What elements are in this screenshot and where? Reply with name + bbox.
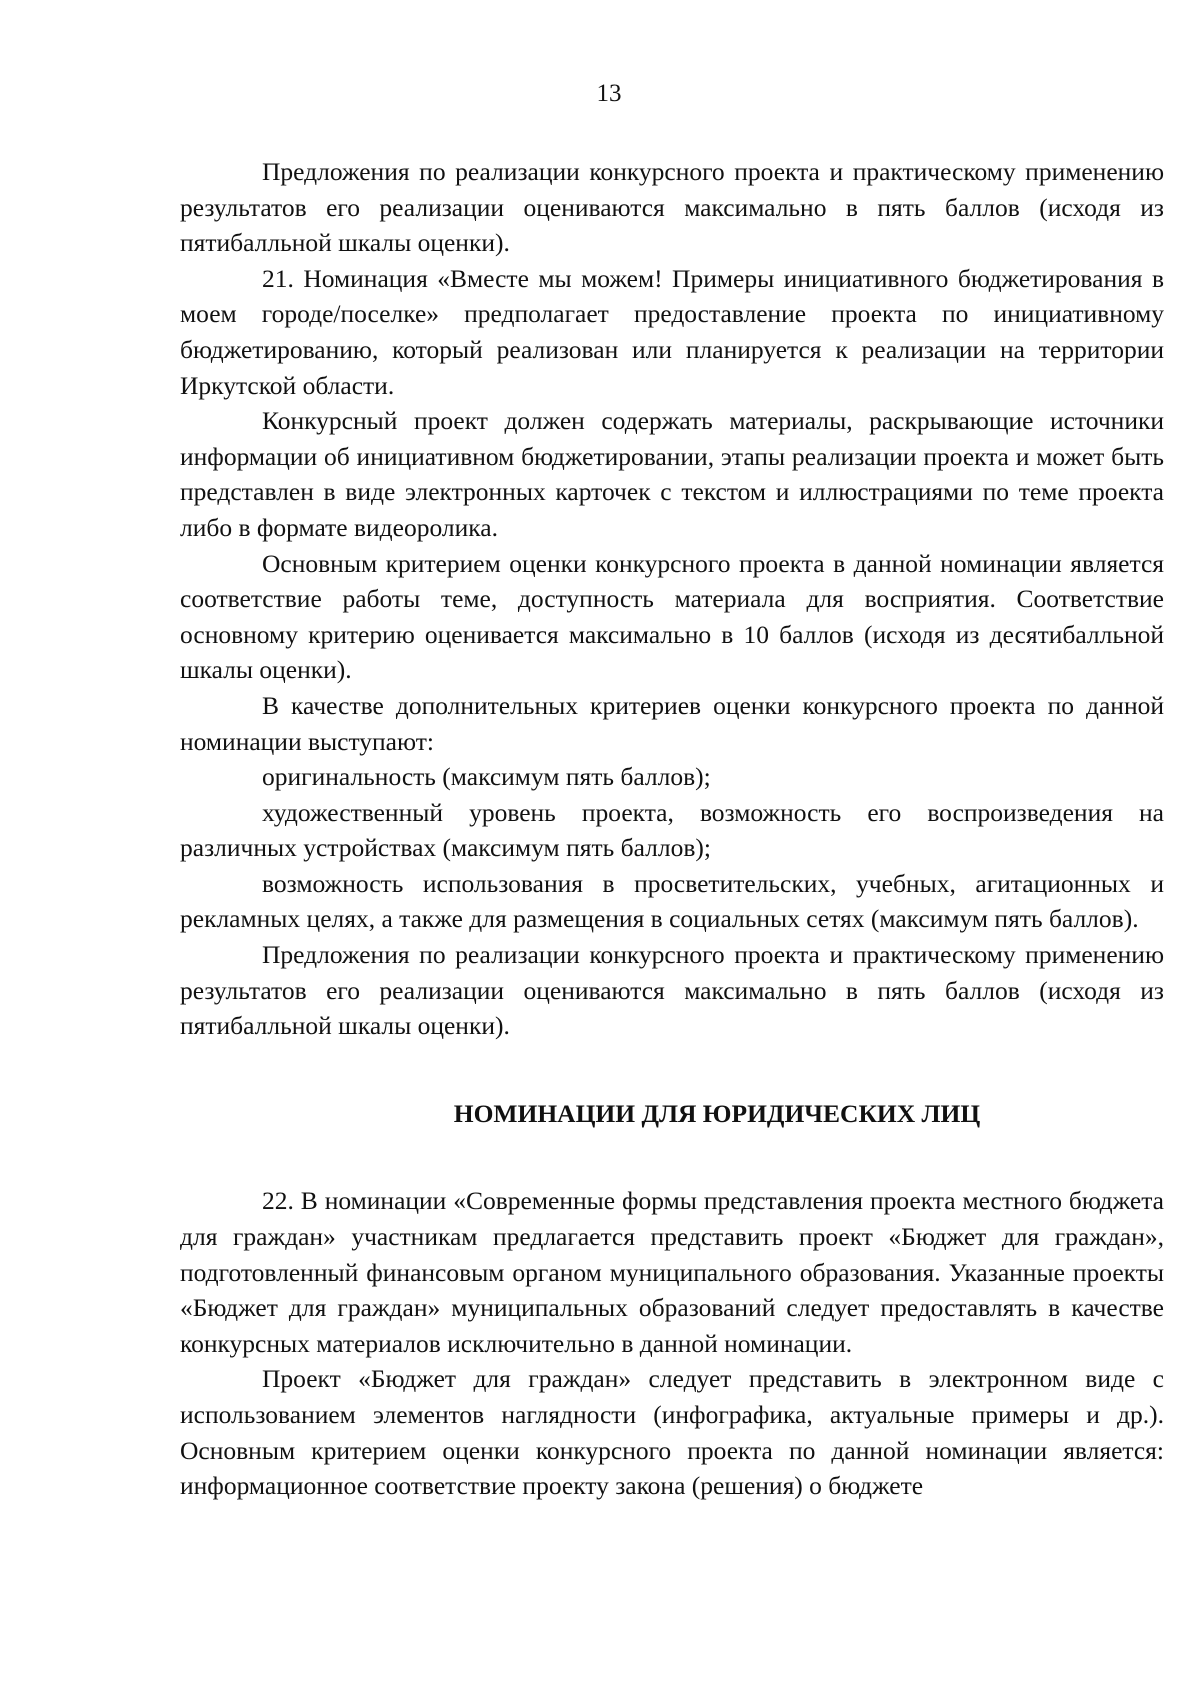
document-body — [180, 154, 1164, 1504]
paragraph-budget-for-citizens: Проект «Бюджет для граждан» следует представить в электронном виде с использованием элементов наглядности (инфографика, актуальные примеры и др.). Основным критерием оценки конкурсного проекта по данной номинации является: информационное соответствие проекту закона (решения) о бюджете — [180, 1364, 1164, 1501]
paragraph-item-21: 21. Номинация «Вместе мы можем! Примеры инициативного бюджетирования в моем городе/поселке» предполагает предоставление проекта по инициативному бюджетированию, который реализован или планируется к реализации на территории Иркутской области. — [180, 263, 1164, 400]
paragraph-proposals-1: Предложения по реализации конкурсного проекта и практическому применению результатов его реализации оцениваются максимально в пять баллов (исходя из пятибалльной шкалы оценки). — [180, 157, 1164, 258]
page-number: 13 — [596, 80, 622, 107]
paragraph-project-content: Конкурсный проект должен содержать материалы, раскрывающие источники информации об инициативном бюджетировании, этапы реализации проекта и может быть представлен в виде электронных карточек с текстом и иллюстрациями по теме проекта либо в формате видеоролика. — [180, 406, 1164, 542]
paragraph-item-22: 22. В номинации «Современные формы представления проекта местного бюджета для граждан» участникам предлагается представить проект «Бюджет для граждан», подготовленный финансовым органом муниципального образования. Указанные проекты «Бюджет для граждан» муниципальных образований следует предоставлять в качестве конкурсных материалов исключительно в данной номинации. — [180, 1186, 1164, 1358]
paragraph-additional-criteria: В качестве дополнительных критериев оценки конкурсного проекта по данной номинации выступают: — [180, 690, 1164, 756]
section-heading: НОМИНАЦИИ ДЛЯ ЮРИДИЧЕСКИХ ЛИЦ — [453, 1098, 981, 1128]
paragraph-proposals-2: Предложения по реализации конкурсного проекта и практическому применению результатов его реализации оцениваются максимально в пять баллов (исходя из пятибалльной шкалы оценки). — [180, 940, 1164, 1041]
criterion-artistic-level: художественный уровень проекта, возможность его воспроизведения на различных устройствах (максимум пять баллов); — [180, 797, 1164, 863]
criterion-usage: возможность использования в просветительских, учебных, агитационных и рекламных целях, а также для размещения в социальных сетях (максимум пять баллов). — [180, 868, 1164, 934]
paragraph-main-criterion: Основным критерием оценки конкурсного проекта в данной номинации является соответствие работы теме, доступность материала для восприятия. Соответствие основному критерию оценивается максимально в 10 баллов (исходя из десятибалльной шкалы оценки). — [180, 548, 1164, 685]
criterion-originality: оригинальность (максимум пять баллов); — [262, 762, 711, 792]
